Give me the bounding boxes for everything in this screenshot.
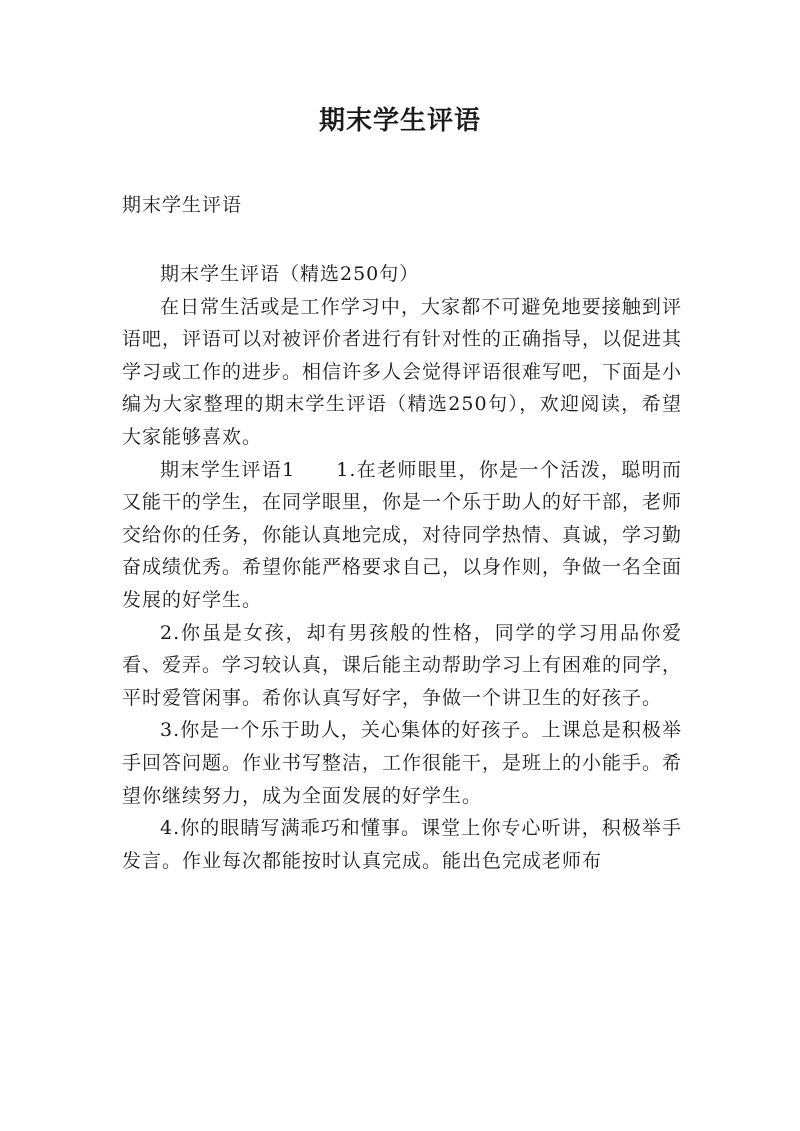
- paragraph-comment-1: 期末学生评语1 1.在老师眼里，你是一个活泼，聪明而又能干的学生，在同学眼里，你是一个乐于助人的好干部，老师交给你的任务，你能认真地完成，对待同学热情、真诚，学习勤奋成绩优秀。希望你能严格要求自己，以身作则，争做一名全面发展的好学生。: [122, 458, 683, 611]
- paragraph-comment-2: 2.你虽是女孩，却有男孩般的性格，同学的学习用品你爱看、爱弄。学习较认真，课后能主动帮助学习上有困难的同学，平时爱管闲事。希你认真写好字，争做一个讲卫生的好孩子。: [122, 621, 683, 709]
- paragraph-comment-3: 3.你是一个乐于助人，关心集体的好孩子。上课总是积极举手回答问题。作业书写整洁，工作很能干，是班上的小能手。希望你继续努力，成为全面发展的好学生。: [122, 719, 683, 807]
- paragraph-comment-4: 4.你的眼睛写满乖巧和懂事。课堂上你专心听讲，积极举手发言。作业每次都能按时认真完成。能出色完成老师布: [122, 817, 682, 872]
- paragraph-heading: 期末学生评语（精选250句）: [160, 263, 420, 285]
- document-subtitle: 期末学生评语: [122, 194, 243, 216]
- document-title: 期末学生评语: [318, 106, 481, 136]
- document-body: [122, 258, 682, 877]
- paragraph-intro: 在日常生活或是工作学习中，大家都不可避免地要接触到评语吧，评语可以对被评价者进行有针对性的正确指导，以促进其学习或工作的进步。相信许多人会觉得评语很难写吧，下面是小编为大家整理的期末学生评语（精选250句），欢迎阅读，希望大家能够喜欢。: [122, 295, 683, 448]
